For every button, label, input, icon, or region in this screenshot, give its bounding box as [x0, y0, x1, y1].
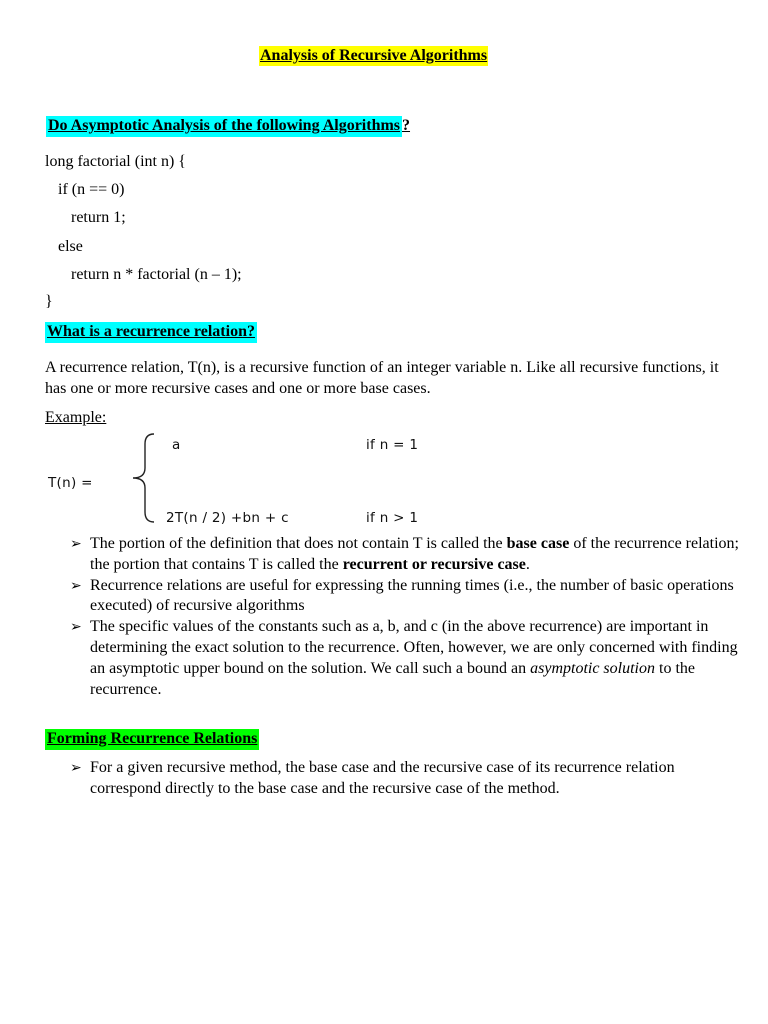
section-heading-asymptotic [46, 117, 410, 135]
code-line-5: return n * factorial (n – 1); [71, 266, 242, 283]
equation-case2-condition: if n > 1 [366, 510, 419, 526]
bullet-bold-term: base case [506, 535, 570, 552]
code-line-3: return 1; [71, 209, 126, 226]
arrowhead-bullet-icon: ➢ [70, 536, 82, 552]
bullet-text: Recurrence relations are useful for expressing the running times (i.e., the number of basic operations executed) of recursive algorithms [90, 576, 734, 615]
code-line-1: long factorial (int n) { [45, 153, 186, 170]
page-title-text: Analysis of Recursive Algorithms [260, 47, 488, 64]
recurrence-definition-paragraph: A recurrence relation, T(n), is a recursive function of an integer variable n. Like all recursive functions, it has one or more recursive cases and one or more base cases. [45, 359, 719, 397]
list-item [70, 617, 740, 700]
arrowhead-bullet-icon: ➢ [70, 577, 82, 594]
equation-lhs: T(n) = [48, 475, 93, 491]
equation-case1-expression: a [172, 437, 181, 453]
equation-case1-condition: if n = 1 [366, 437, 419, 453]
curly-brace-icon [128, 430, 160, 526]
bullet-text: of the recurrence relation; the portion that contains T is called the [90, 535, 739, 573]
list-item [70, 758, 740, 800]
section-heading-forming-text: Forming Recurrence Relations [45, 729, 259, 750]
recurrence-bullet-list [70, 534, 740, 700]
bullet-text: The specific values of the constants such as a, b, and c (in the above recurrence) are important in determining the exact solution to the recurrence. Often, however, we are only concerned with finding an asymptotic upper bound on the solution. We call such a bound an [90, 618, 738, 677]
code-line-4: else [58, 238, 83, 255]
list-item [70, 534, 740, 576]
section-heading-recurrence [45, 323, 257, 341]
bullet-text: to the recurrence. [90, 659, 695, 698]
bullet-text: . [525, 555, 530, 573]
forming-bullet-list [70, 758, 740, 800]
section-heading-asymptotic-suffix: ? [402, 117, 411, 134]
code-line-6: } [45, 293, 53, 310]
code-line-2: if (n == 0) [58, 181, 125, 198]
bullet-bold-term: recurrent or recursive case [342, 555, 526, 573]
section-heading-forming [45, 730, 259, 748]
section-heading-asymptotic-text: Do Asymptotic Analysis of the following Algorithms [46, 116, 402, 137]
arrowhead-bullet-icon: ➢ [70, 760, 82, 776]
arrowhead-bullet-icon: ➢ [70, 619, 82, 636]
example-label: Example: [45, 409, 107, 426]
bullet-text: The portion of the definition that does not contain T is called the [90, 535, 507, 552]
bullet-text: For a given recursive method, the base case and the recursive case of its recurrence relation correspond directly to the base case and the recursive case of the method. [90, 759, 675, 797]
page-title [259, 47, 488, 65]
equation-case2-expression: 2T(n / 2) +bn + c [166, 510, 289, 526]
bullet-italic-term: asymptotic solution [530, 659, 655, 677]
section-heading-recurrence-text: What is a recurrence relation? [45, 322, 257, 343]
list-item [70, 576, 740, 618]
